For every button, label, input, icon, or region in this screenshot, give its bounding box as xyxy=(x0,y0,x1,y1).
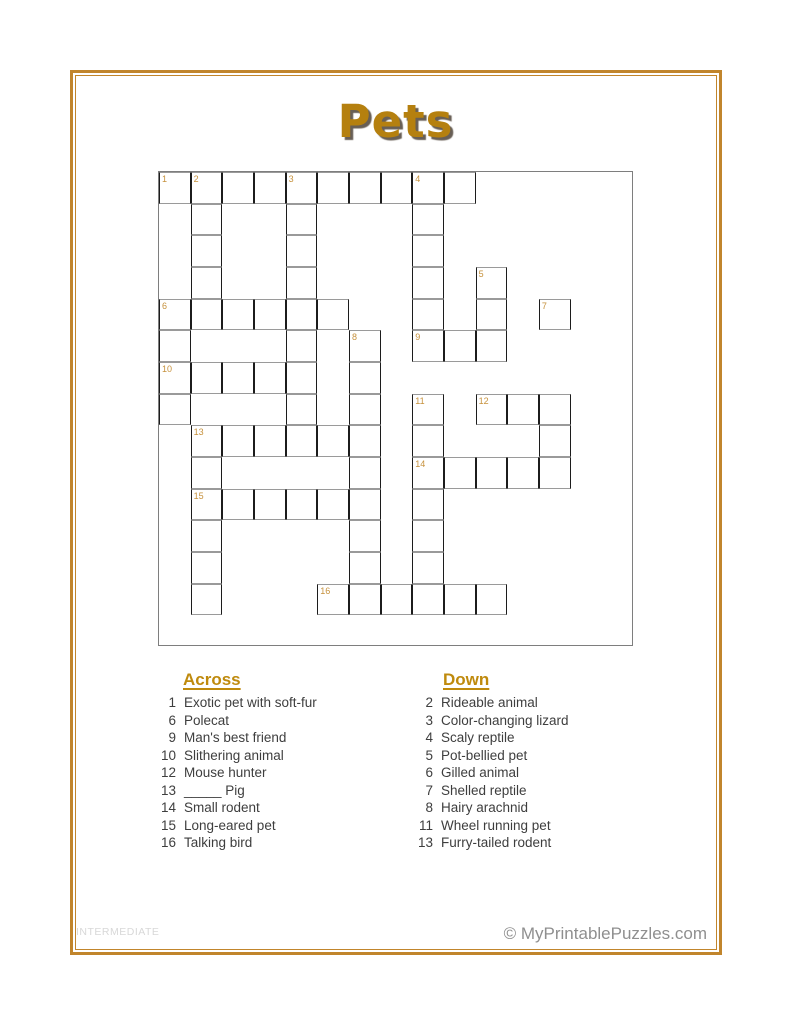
clue-item xyxy=(412,729,672,747)
grid-cell[interactable] xyxy=(191,489,223,521)
grid-cell[interactable] xyxy=(444,172,476,204)
clue-number: 3 xyxy=(425,712,433,728)
clue-item xyxy=(412,694,672,712)
clue-item xyxy=(159,834,409,852)
grid-cell[interactable] xyxy=(349,394,381,426)
cell-number: 10 xyxy=(162,363,173,374)
copyright-label: © MyPrintablePuzzles.com xyxy=(503,924,707,943)
grid-cell[interactable] xyxy=(349,457,381,489)
clue-number: 8 xyxy=(425,800,433,815)
grid-cell[interactable] xyxy=(222,172,254,204)
grid-cell[interactable] xyxy=(222,299,254,331)
grid-cell[interactable] xyxy=(381,584,413,616)
grid-cell[interactable] xyxy=(539,299,571,331)
cell-number: 6 xyxy=(162,300,168,311)
grid-cell[interactable] xyxy=(476,457,508,489)
clue-text: Talking bird xyxy=(184,835,253,850)
clue-number: 9 xyxy=(168,730,176,745)
grid-cell[interactable] xyxy=(159,362,191,394)
clue-item xyxy=(159,782,409,800)
clue-text: Hairy arachnid xyxy=(441,800,529,815)
grid-cell[interactable] xyxy=(444,457,476,489)
clue-text: Man's best friend xyxy=(184,730,287,745)
grid-cell[interactable] xyxy=(191,520,223,552)
grid-cell[interactable] xyxy=(444,330,476,362)
cell-number: 9 xyxy=(415,332,421,343)
grid-cell[interactable] xyxy=(349,172,381,204)
grid-cell[interactable] xyxy=(476,267,508,299)
crossword-grid xyxy=(158,171,633,646)
grid-cell[interactable] xyxy=(317,489,349,521)
clue-item xyxy=(159,694,409,712)
grid-cell[interactable] xyxy=(286,235,318,267)
grid-cell[interactable] xyxy=(412,267,444,299)
grid-cell[interactable] xyxy=(349,362,381,394)
grid-cell[interactable] xyxy=(476,584,508,616)
grid-cell[interactable] xyxy=(349,584,381,616)
clue-text: Color-changing lizard xyxy=(441,712,569,728)
clue-text: Rideable animal xyxy=(441,695,538,710)
clue-number: 11 xyxy=(418,817,433,833)
grid-cell[interactable] xyxy=(222,425,254,457)
grid-cell[interactable] xyxy=(286,204,318,236)
grid-cell[interactable] xyxy=(191,267,223,299)
grid-cell[interactable] xyxy=(286,394,318,426)
grid-cell[interactable] xyxy=(412,299,444,331)
grid-cell[interactable] xyxy=(254,362,286,394)
grid-cell[interactable] xyxy=(476,299,508,331)
clue-item xyxy=(159,764,409,782)
grid-cell[interactable] xyxy=(349,552,381,584)
clue-text: Scaly reptile xyxy=(441,730,515,745)
grid-cell[interactable] xyxy=(412,330,444,362)
clue-item xyxy=(412,782,672,800)
grid-cell[interactable] xyxy=(539,457,571,489)
cell-number: 14 xyxy=(415,458,426,469)
grid-cell[interactable] xyxy=(191,204,223,236)
difficulty-label: INTERMEDIATE xyxy=(76,926,160,938)
grid-cell[interactable] xyxy=(159,330,191,362)
grid-cell[interactable] xyxy=(349,489,381,521)
cell-number: 12 xyxy=(478,395,489,406)
grid-cell[interactable] xyxy=(286,362,318,394)
clue-number: 10 xyxy=(160,747,176,763)
clue-number: 2 xyxy=(425,695,433,710)
clue-number: 13 xyxy=(417,835,433,850)
clue-number: 14 xyxy=(160,800,176,815)
grid-cell[interactable] xyxy=(412,584,444,616)
grid-cell[interactable] xyxy=(507,394,539,426)
grid-cell[interactable] xyxy=(412,552,444,584)
grid-cell[interactable] xyxy=(286,330,318,362)
clue-number: 7 xyxy=(425,782,433,798)
down-list xyxy=(412,694,672,852)
cell-number: 11 xyxy=(415,395,425,406)
grid-cell[interactable] xyxy=(317,172,349,204)
clue-item xyxy=(159,747,409,765)
clue-item xyxy=(412,712,672,730)
clue-text: Furry-tailed rodent xyxy=(441,835,552,850)
grid-cell[interactable] xyxy=(476,330,508,362)
grid-cell[interactable] xyxy=(191,457,223,489)
cell-number: 16 xyxy=(320,585,331,596)
clue-item xyxy=(159,799,409,817)
grid-cell[interactable] xyxy=(412,204,444,236)
grid-cell[interactable] xyxy=(286,425,318,457)
down-heading: Down xyxy=(443,670,490,689)
grid-cell[interactable] xyxy=(412,394,444,426)
grid-cell[interactable] xyxy=(539,425,571,457)
clue-number: 6 xyxy=(168,712,176,728)
grid-cell[interactable] xyxy=(317,584,349,616)
clue-item xyxy=(412,834,672,852)
clue-text: Polecat xyxy=(184,712,230,728)
clue-item xyxy=(412,817,672,835)
cell-number: 1 xyxy=(162,174,168,184)
clue-text: Small rodent xyxy=(184,800,260,815)
grid-cell[interactable] xyxy=(254,299,286,331)
grid-cell[interactable] xyxy=(412,425,444,457)
clue-number: 16 xyxy=(160,835,176,850)
clue-number: 4 xyxy=(425,730,433,745)
clue-text: Exotic pet with soft-fur xyxy=(184,695,317,710)
grid-cell[interactable] xyxy=(539,394,571,426)
grid-cell[interactable] xyxy=(254,172,286,204)
grid-cell[interactable] xyxy=(507,457,539,489)
clue-number: 5 xyxy=(425,747,433,763)
clue-item xyxy=(159,712,409,730)
clue-item xyxy=(412,764,672,782)
cell-number: 3 xyxy=(288,174,294,184)
grid-cell[interactable] xyxy=(317,299,349,331)
clue-text: Gilled animal xyxy=(441,765,520,780)
grid-cell[interactable] xyxy=(412,520,444,552)
clue-number: 12 xyxy=(160,765,176,780)
grid-cell[interactable] xyxy=(159,172,191,204)
clue-text: _____ Pig xyxy=(184,782,245,798)
grid-cell[interactable] xyxy=(191,362,223,394)
cell-number: 2 xyxy=(193,174,199,184)
clue-item xyxy=(412,799,672,817)
clue-text: Long-eared pet xyxy=(184,817,276,833)
cell-number: 7 xyxy=(541,300,547,311)
grid-cell[interactable] xyxy=(222,489,254,521)
grid-cell[interactable] xyxy=(412,235,444,267)
grid-cell[interactable] xyxy=(286,489,318,521)
grid-cell[interactable] xyxy=(286,267,318,299)
clue-item xyxy=(159,817,409,835)
across-clues-section xyxy=(159,670,409,852)
grid-cell[interactable] xyxy=(191,552,223,584)
clue-text: Wheel running pet xyxy=(441,817,551,833)
grid-cell[interactable] xyxy=(191,584,223,616)
grid-cell[interactable] xyxy=(286,299,318,331)
grid-cell[interactable] xyxy=(349,330,381,362)
clue-text: Pot-bellied pet xyxy=(441,747,528,763)
grid-cell[interactable] xyxy=(254,489,286,521)
grid-cell[interactable] xyxy=(222,362,254,394)
grid-cell[interactable] xyxy=(381,172,413,204)
grid-cell[interactable] xyxy=(412,489,444,521)
grid-cell[interactable] xyxy=(159,394,191,426)
clue-number: 1 xyxy=(168,695,176,710)
grid-cell[interactable] xyxy=(159,299,191,331)
grid-cell[interactable] xyxy=(286,172,318,204)
cell-number: 15 xyxy=(193,490,204,501)
grid-cell[interactable] xyxy=(476,394,508,426)
grid-cell[interactable] xyxy=(444,584,476,616)
clue-number: 13 xyxy=(160,782,176,798)
cell-number: 5 xyxy=(478,268,484,279)
grid-cell[interactable] xyxy=(254,425,286,457)
grid-cell[interactable] xyxy=(349,520,381,552)
across-list xyxy=(159,694,409,852)
clue-item xyxy=(159,729,409,747)
grid-cell[interactable] xyxy=(317,425,349,457)
grid-cell[interactable] xyxy=(191,299,223,331)
clue-number: 6 xyxy=(425,765,433,780)
clue-text: Slithering animal xyxy=(184,747,284,763)
puzzle-title: Pets xyxy=(337,95,454,148)
cell-number: 8 xyxy=(351,332,357,343)
grid-cell[interactable] xyxy=(349,425,381,457)
grid-cell[interactable] xyxy=(191,235,223,267)
clue-number: 15 xyxy=(160,817,176,833)
down-clues-section xyxy=(412,670,672,852)
grid-cell[interactable] xyxy=(191,425,223,457)
clue-item xyxy=(412,747,672,765)
grid-cell[interactable] xyxy=(191,172,223,204)
grid-cell[interactable] xyxy=(412,172,444,204)
cell-number: 13 xyxy=(193,427,204,438)
grid-cell[interactable] xyxy=(412,457,444,489)
clue-text: Shelled reptile xyxy=(441,782,527,798)
clue-text: Mouse hunter xyxy=(184,765,267,780)
across-heading: Across xyxy=(183,670,241,689)
cell-number: 4 xyxy=(415,174,421,184)
